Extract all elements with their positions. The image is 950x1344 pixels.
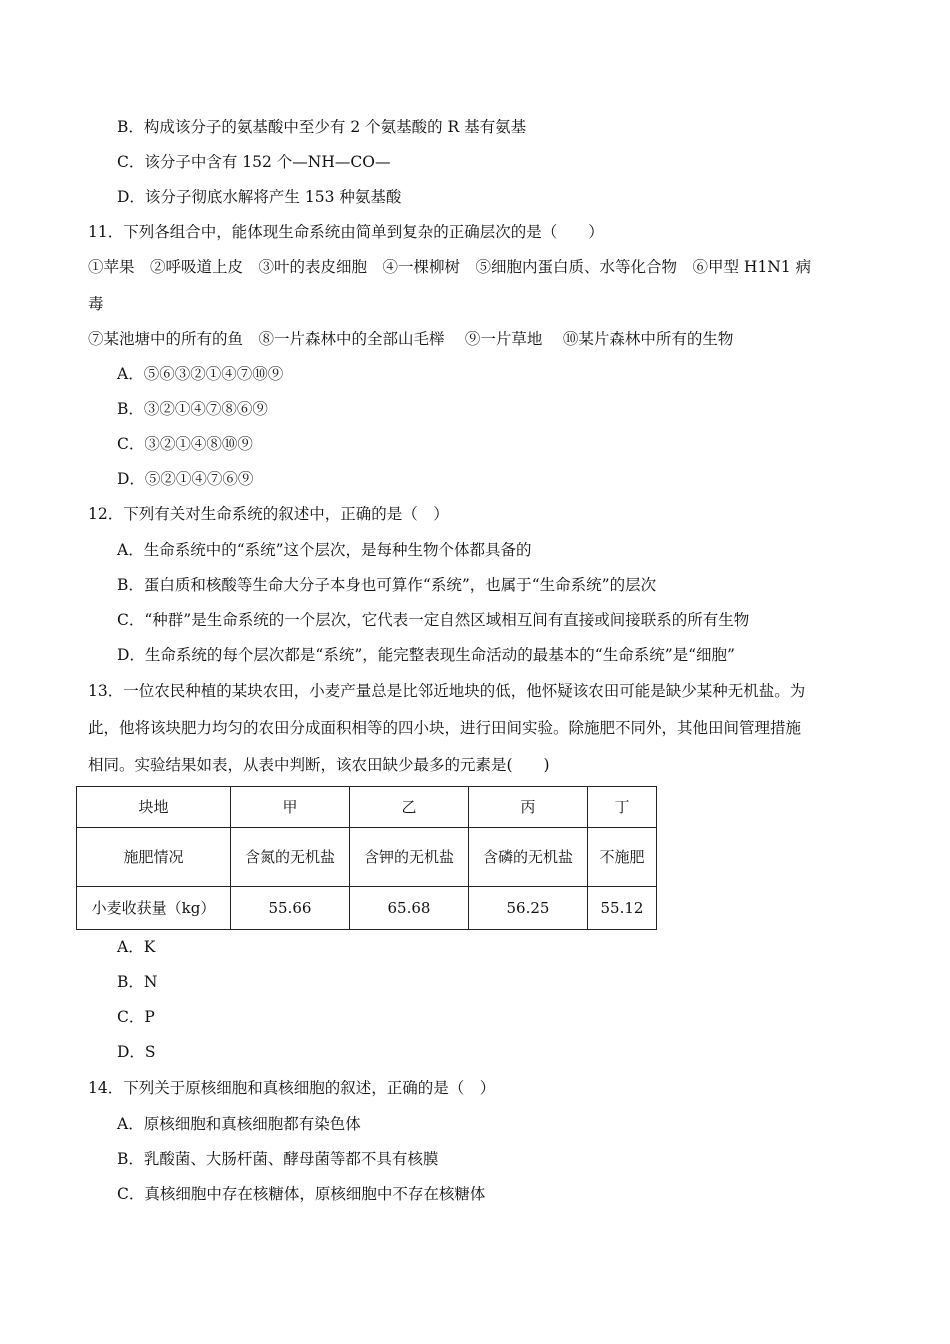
table-cell: 小麦收获量（kg） [77,887,231,930]
q10-option-b: B．构成该分子的氨基酸中至少有 2 个氨基酸的 R 基有氨基 [117,118,527,136]
q11-option-d: D．⑤②①④⑦⑥⑨ [117,470,254,488]
table-cell: 不施肥 [588,828,657,887]
q12-stem: 12．下列有关对生命系统的叙述中，正确的是（ ） [88,505,449,523]
q11-items-line2: ⑦某池塘中的所有的鱼 ⑧一片森林中的全部山毛榉 ⑨一片草地 ⑩某片森林中所有的生物 [88,330,734,348]
q13-option-b: B．N [117,973,158,991]
table-row [77,828,657,887]
table-header-cell: 乙 [350,787,469,828]
q12-option-a: A．生命系统中的“系统”这个层次，是每种生物个体都具备的 [117,541,532,559]
q13-stem-line2: 此，他将该块肥力均匀的农田分成面积相等的四小块，进行田间实验。除施肥不同外，其他田间管理措施 [88,719,802,737]
q11-option-c: C．③②①④⑧⑩⑨ [117,435,253,453]
q13-option-c: C．P [117,1008,155,1026]
table-cell: 55.66 [231,887,350,930]
q13-stem-line3: 相同。实验结果如表，从表中判断，该农田缺少最多的元素是( ) [88,756,550,774]
q12-option-c: C．“种群”是生命系统的一个层次，它代表一定自然区域相互间有直接或间接联系的所有生物 [117,611,750,629]
q11-option-a: A．⑤⑥③②①④⑦⑩⑨ [117,365,284,383]
q11-option-b: B．③②①④⑦⑧⑥⑨ [117,400,268,418]
table-row [77,787,657,828]
q14-stem: 14．下列关于原核细胞和真核细胞的叙述，正确的是（ ） [88,1079,496,1097]
q12-option-d: D．生命系统的每个层次都是“系统”，能完整表现生命活动的最基本的“生命系统”是“细胞” [117,646,735,664]
table-header-cell: 块地 [77,787,231,828]
q14-option-a: A．原核细胞和真核细胞都有染色体 [117,1115,361,1133]
table-header-cell: 甲 [231,787,350,828]
table-cell: 65.68 [350,887,469,930]
q11-items-line1: ①苹果 ②呼吸道上皮 ③叶的表皮细胞 ④一棵柳树 ⑤细胞内蛋白质、水等化合物 ⑥甲型 H1N1 病 [88,258,812,276]
table-header-cell: 丁 [588,787,657,828]
table-cell: 55.12 [588,887,657,930]
table-cell: 56.25 [469,887,588,930]
q13-option-a: A．K [117,938,156,956]
table-row [77,887,657,930]
q13-option-d: D．S [117,1043,156,1061]
q10-option-c: C．该分子中含有 152 个—NH—CO— [117,153,391,171]
table-cell: 含磷的无机盐 [469,828,588,887]
q14-option-b: B．乳酸菌、大肠杆菌、酵母菌等都不具有核膜 [117,1150,439,1168]
table-cell: 含氮的无机盐 [231,828,350,887]
q12-option-b: B．蛋白质和核酸等生命大分子本身也可算作“系统”，也属于“生命系统”的层次 [117,576,657,594]
q11-items-line1-cont: 毒 [88,295,104,313]
q11-stem: 11．下列各组合中，能体现生命系统由简单到复杂的正确层次的是（ ） [88,223,604,241]
q14-option-c: C．真核细胞中存在核糖体，原核细胞中不存在核糖体 [117,1185,486,1203]
q10-option-d: D．该分子彻底水解将产生 153 种氨基酸 [117,188,402,206]
table-cell: 含钾的无机盐 [350,828,469,887]
table-header-cell: 丙 [469,787,588,828]
q13-stem-line1: 13．一位农民种植的某块农田，小麦产量总是比邻近地块的低，他怀疑该农田可能是缺少某种无机盐。为 [88,682,806,700]
fertilizer-experiment-table [76,786,657,930]
table-cell: 施肥情况 [77,828,231,887]
